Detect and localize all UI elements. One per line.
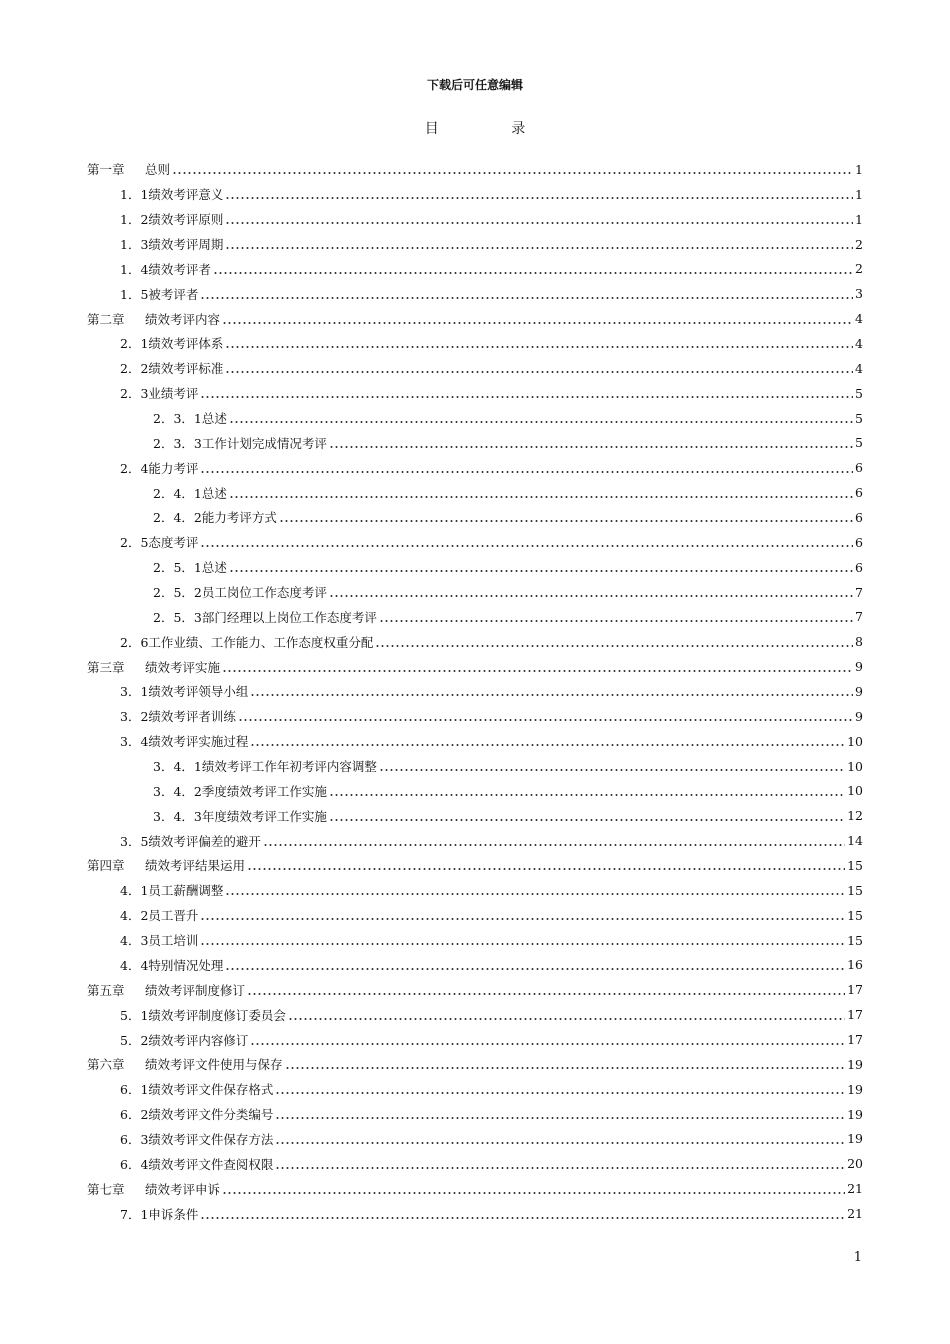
toc-entry-label	[120, 1080, 273, 1098]
toc-entry[interactable]	[87, 679, 863, 704]
toc-page-number: 2	[855, 236, 863, 252]
toc-entry-title: 绩效考评文件使用与保存	[145, 1057, 283, 1073]
toc-page-number: 19	[847, 1131, 863, 1147]
toc-entry-title: 3．4．3年度绩效考评工作实施	[153, 808, 327, 824]
toc-page-number: 4	[855, 360, 863, 376]
dot-leader	[329, 586, 853, 598]
dot-leader	[222, 661, 853, 673]
toc-entry-title: 6．1绩效考评文件保存格式	[120, 1082, 274, 1098]
toc-page-number: 6	[855, 485, 863, 501]
dot-leader	[275, 1158, 845, 1170]
toc-entry[interactable]	[87, 928, 863, 953]
toc-entry[interactable]	[87, 629, 863, 654]
dot-leader	[225, 213, 853, 225]
toc-page-number: 3	[855, 286, 863, 302]
toc-entry[interactable]	[87, 903, 863, 928]
dot-leader	[329, 810, 845, 822]
toc-entry-label	[87, 1055, 283, 1073]
toc-entry-label	[120, 906, 198, 924]
toc-entry-label	[120, 931, 198, 949]
page-number: 1	[853, 1250, 862, 1265]
toc-entry-label	[120, 633, 373, 651]
toc-page-number: 12	[847, 808, 863, 824]
toc-page-number: 14	[847, 833, 863, 849]
dot-leader	[200, 909, 845, 921]
toc-entry-label	[120, 1105, 273, 1123]
toc-page-number: 1	[855, 211, 863, 227]
dot-leader	[247, 984, 845, 996]
toc-entry-title: 绩效考评内容	[145, 311, 221, 327]
toc-entry-title: 1．1绩效考评意义	[120, 187, 224, 203]
dot-leader	[172, 163, 853, 175]
toc-entry[interactable]	[87, 406, 863, 431]
toc-page-number: 21	[847, 1206, 863, 1222]
toc-entry-title: 6．3绩效考评文件保存方法	[120, 1131, 274, 1147]
dot-leader	[225, 337, 853, 349]
dot-leader	[275, 1108, 845, 1120]
toc-entry[interactable]	[87, 604, 863, 629]
toc-entry-label	[87, 1180, 220, 1198]
toc-page-number: 17	[847, 1007, 863, 1023]
toc-entry-label	[120, 384, 198, 402]
toc-entry-title: 绩效考评申诉	[145, 1181, 221, 1197]
dot-leader	[229, 561, 853, 573]
toc-entry[interactable]	[87, 232, 863, 257]
toc-entry-title: 1．5被考评者	[120, 286, 199, 302]
toc-entry-title: 3．1绩效考评领导小组	[120, 684, 249, 700]
toc-entry-label	[120, 260, 211, 278]
toc-entry-label	[87, 981, 245, 999]
toc-entry-title: 1．2绩效考评原则	[120, 212, 224, 228]
toc-page-number: 9	[855, 708, 863, 724]
toc-entry-label	[120, 285, 198, 303]
toc-entry-title: 2．4．1总述	[153, 485, 227, 501]
toc-entry[interactable]	[87, 480, 863, 505]
toc-entry-label	[153, 434, 327, 452]
toc-entry[interactable]	[87, 1102, 863, 1127]
toc-entry[interactable]	[87, 381, 863, 406]
toc-entry[interactable]	[87, 1201, 863, 1226]
toc-entry[interactable]	[87, 505, 863, 530]
toc-page-number: 19	[847, 1081, 863, 1097]
toc-page-number: 16	[847, 957, 863, 973]
dot-leader	[200, 387, 853, 399]
dot-leader	[250, 1034, 845, 1046]
toc-entry[interactable]	[87, 430, 863, 455]
toc-entry[interactable]	[87, 654, 863, 679]
toc-entry-label	[120, 707, 236, 725]
dot-leader	[275, 1133, 845, 1145]
toc-entry-label	[87, 856, 245, 874]
toc-page-number: 9	[855, 683, 863, 699]
toc-entry-label	[120, 185, 223, 203]
toc-entry[interactable]	[87, 878, 863, 903]
toc-chapter-number: 第一章	[87, 162, 125, 178]
toc-page-number: 1	[855, 186, 863, 202]
toc-entry-label	[120, 682, 248, 700]
toc-entry-title: 3．4．1绩效考评工作年初考评内容调整	[153, 759, 377, 775]
toc-entry-title: 2．3业绩考评	[120, 386, 199, 402]
toc-page-number: 6	[855, 460, 863, 476]
toc-entry[interactable]	[87, 1027, 863, 1052]
toc-chapter-number: 第六章	[87, 1057, 125, 1073]
toc-page-number: 10	[847, 783, 863, 799]
toc-entry-label	[120, 732, 248, 750]
toc-page-number: 10	[847, 733, 863, 749]
toc-entry[interactable]	[87, 1077, 863, 1102]
toc-chapter-number: 第七章	[87, 1181, 125, 1197]
toc-page-number: 5	[855, 410, 863, 426]
toc-entry-title: 5．1绩效考评制度修订委员会	[120, 1007, 286, 1023]
toc-entry-title: 2．5．3部门经理以上岗位工作态度考评	[153, 609, 377, 625]
dot-leader	[250, 735, 845, 747]
toc-entry[interactable]	[87, 1176, 863, 1201]
dot-leader	[200, 536, 853, 548]
dot-leader	[225, 238, 853, 250]
toc-entry-label	[120, 235, 223, 253]
toc-entry-title: 7．1申诉条件	[120, 1206, 199, 1222]
toc-entry-title: 2．4能力考评	[120, 460, 199, 476]
dot-leader	[379, 611, 853, 623]
toc-page-number: 5	[855, 435, 863, 451]
toc-entry[interactable]	[87, 977, 863, 1002]
toc-entry-title: 5．2绩效考评内容修订	[120, 1032, 249, 1048]
dot-leader	[238, 710, 853, 722]
toc-entry-title: 2．4．2能力考评方式	[153, 510, 277, 526]
dot-leader	[375, 636, 853, 648]
dot-leader	[200, 934, 845, 946]
toc-entry-title: 3．4．2季度绩效考评工作实施	[153, 783, 327, 799]
dot-leader	[379, 760, 845, 772]
dot-leader	[225, 362, 853, 374]
toc-entry[interactable]	[87, 207, 863, 232]
toc-entry-title: 4．3员工培训	[120, 933, 199, 949]
toc-entry[interactable]	[87, 555, 863, 580]
dot-leader	[200, 462, 853, 474]
toc-page-number: 7	[855, 584, 863, 600]
toc-title: 目 录	[424, 121, 560, 137]
dot-leader	[288, 1009, 845, 1021]
toc-entry[interactable]	[87, 281, 863, 306]
toc-page-number: 7	[855, 609, 863, 625]
toc-page-number: 4	[855, 335, 863, 351]
toc-entry-label	[120, 210, 223, 228]
dot-leader	[329, 785, 845, 797]
toc-entry-label	[120, 1031, 248, 1049]
toc-entry-title: 2．5态度考评	[120, 535, 199, 551]
dot-leader	[225, 884, 845, 896]
toc-entry-label	[120, 1006, 286, 1024]
toc-page-number: 6	[855, 534, 863, 550]
toc-entry[interactable]	[87, 1127, 863, 1152]
toc-page-number: 9	[855, 659, 863, 675]
dot-leader	[213, 263, 853, 275]
toc-page-number: 19	[847, 1106, 863, 1122]
toc-entry[interactable]	[87, 729, 863, 754]
toc-entry-label	[120, 956, 223, 974]
toc-entry[interactable]	[87, 455, 863, 480]
toc-page-number: 15	[847, 857, 863, 873]
toc-page-number: 17	[847, 982, 863, 998]
toc-page-number: 8	[855, 634, 863, 650]
table-of-contents	[87, 157, 863, 1226]
toc-entry-label	[87, 160, 170, 178]
toc-entry-label	[153, 409, 227, 427]
toc-entry-label	[153, 583, 327, 601]
toc-entry-title: 2．5．2员工岗位工作态度考评	[153, 585, 327, 601]
toc-entry-title: 绩效考评制度修订	[145, 982, 246, 998]
toc-entry-label	[153, 608, 377, 626]
toc-entry-label	[153, 782, 327, 800]
toc-entry-title: 3．4绩效考评实施过程	[120, 734, 249, 750]
toc-entry-label	[120, 881, 223, 899]
toc-entry-label	[87, 658, 220, 676]
toc-entry[interactable]	[87, 356, 863, 381]
page-header: 下载后可任意编辑	[426, 78, 523, 92]
toc-entry[interactable]	[87, 853, 863, 878]
toc-entry-title: 绩效考评实施	[145, 659, 221, 675]
toc-entry-label	[153, 484, 227, 502]
toc-page-number: 15	[847, 907, 863, 923]
dot-leader	[250, 685, 853, 697]
toc-page-number: 5	[855, 385, 863, 401]
dot-leader	[222, 1183, 845, 1195]
toc-chapter-number: 第四章	[87, 858, 125, 874]
dot-leader	[263, 835, 845, 847]
toc-entry[interactable]	[87, 256, 863, 281]
dot-leader	[200, 288, 853, 300]
toc-entry-title: 绩效考评结果运用	[145, 858, 246, 874]
toc-entry-label	[120, 1205, 198, 1223]
toc-page-number: 15	[847, 932, 863, 948]
toc-entry-title: 4．2员工晋升	[120, 908, 199, 924]
dot-leader	[229, 487, 853, 499]
toc-page-number: 17	[847, 1032, 863, 1047]
toc-entry-label	[120, 1130, 273, 1148]
toc-page-number: 20	[847, 1156, 863, 1172]
toc-entry[interactable]	[87, 1052, 863, 1077]
dot-leader	[200, 1208, 845, 1220]
toc-entry-label	[87, 310, 220, 328]
toc-entry-title: 4．1员工薪酬调整	[120, 883, 224, 899]
toc-entry[interactable]	[87, 803, 863, 828]
toc-entry-label	[153, 508, 277, 526]
dot-leader	[225, 959, 845, 971]
dot-leader	[229, 412, 853, 424]
toc-entry-title: 3．5绩效考评偏差的避开	[120, 833, 261, 849]
toc-entry[interactable]	[87, 754, 863, 779]
toc-entry[interactable]	[87, 306, 863, 331]
toc-entry[interactable]	[87, 953, 863, 978]
toc-entry[interactable]	[87, 778, 863, 803]
toc-page-number: 10	[847, 758, 863, 774]
toc-entry-title: 2．5．1总述	[153, 560, 227, 576]
toc-entry-title: 4．4特别情况处理	[120, 957, 224, 973]
toc-entry[interactable]	[87, 828, 863, 853]
toc-page-number: 2	[855, 261, 863, 277]
toc-entry-title: 6．4绩效考评文件查阅权限	[120, 1156, 274, 1172]
toc-entry-label	[153, 558, 227, 576]
toc-entry-title: 1．3绩效考评周期	[120, 237, 224, 252]
toc-entry-title: 2．2绩效考评标准	[120, 361, 224, 377]
toc-entry[interactable]	[87, 331, 863, 356]
dot-leader	[279, 511, 853, 523]
toc-entry[interactable]	[87, 530, 863, 555]
toc-entry-title: 3．2绩效考评者训练	[120, 709, 236, 725]
toc-page-number: 4	[855, 311, 863, 327]
toc-entry-label	[120, 1155, 273, 1173]
toc-page-number: 6	[855, 559, 863, 575]
dot-leader	[329, 437, 853, 449]
toc-entry-title: 1．4绩效考评者	[120, 261, 211, 277]
toc-entry-label	[153, 807, 327, 825]
toc-entry-label	[153, 757, 377, 775]
toc-entry[interactable]	[87, 1002, 863, 1027]
toc-page-number: 19	[847, 1056, 863, 1072]
toc-entry-title: 6．2绩效考评文件分类编号	[120, 1107, 274, 1123]
toc-entry-title: 2．3．3工作计划完成情况考评	[153, 435, 327, 451]
dot-leader	[275, 1083, 845, 1095]
dot-leader	[225, 188, 853, 200]
toc-entry-label	[120, 334, 223, 352]
toc-entry-label	[120, 533, 198, 551]
toc-entry-title: 2．1绩效考评体系	[120, 336, 224, 352]
toc-page-number: 15	[847, 882, 863, 898]
toc-page-number: 1	[855, 161, 863, 177]
toc-entry-title: 2．3．1总述	[153, 411, 227, 427]
toc-chapter-number: 第三章	[87, 659, 125, 675]
dot-leader	[222, 313, 853, 325]
toc-entry[interactable]	[87, 182, 863, 207]
toc-entry[interactable]	[87, 580, 863, 605]
dot-leader	[247, 859, 845, 871]
toc-entry-title: 总则	[145, 162, 171, 178]
toc-entry[interactable]	[87, 704, 863, 729]
toc-entry[interactable]	[87, 1151, 863, 1176]
toc-chapter-number: 第二章	[87, 311, 125, 327]
toc-entry[interactable]	[87, 157, 863, 182]
toc-entry-label	[120, 459, 198, 477]
toc-entry-label	[120, 832, 261, 850]
dot-leader	[285, 1058, 846, 1070]
toc-page-number: 21	[847, 1181, 863, 1197]
toc-page-number: 6	[855, 509, 863, 525]
toc-entry-label	[120, 359, 223, 377]
toc-entry-title: 2．6工作业绩、工作能力、工作态度权重分配	[120, 634, 374, 650]
toc-chapter-number: 第五章	[87, 982, 125, 998]
